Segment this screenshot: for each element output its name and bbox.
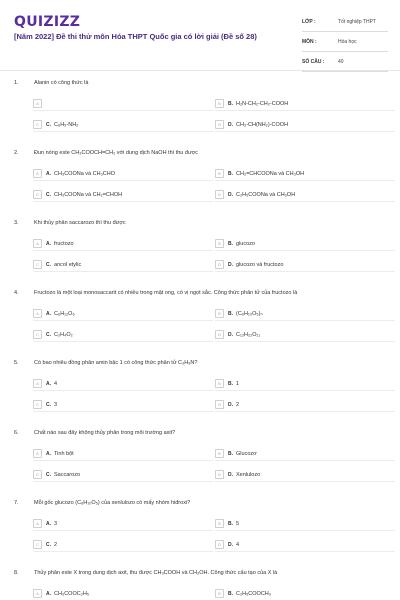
option-underline bbox=[215, 180, 395, 181]
option-underline bbox=[215, 530, 395, 531]
option-checkbox[interactable]: D bbox=[215, 540, 224, 549]
option-letter: C bbox=[46, 191, 50, 198]
option-letter: B bbox=[228, 590, 232, 597]
answer-option-d[interactable] bbox=[215, 328, 395, 341]
option-underline bbox=[215, 271, 395, 272]
answer-option-a[interactable] bbox=[33, 517, 213, 530]
option-letter-dot: . bbox=[231, 240, 234, 247]
meta-row-count bbox=[302, 52, 388, 72]
answer-option-d[interactable] bbox=[215, 398, 395, 411]
answer-option-c[interactable] bbox=[33, 188, 213, 201]
option-text: 4 bbox=[236, 541, 240, 548]
option-letter: D bbox=[228, 121, 232, 128]
option-underline bbox=[33, 551, 213, 552]
option-letter-dot: . bbox=[49, 310, 52, 317]
option-letter-dot: . bbox=[231, 100, 234, 107]
answer-option-b[interactable] bbox=[215, 587, 395, 600]
option-text: CH₃COOC₂H₅ bbox=[54, 590, 90, 597]
option-letter: A bbox=[46, 380, 50, 387]
option-underline bbox=[33, 390, 213, 391]
option-letter-dot: . bbox=[231, 590, 234, 597]
option-underline bbox=[215, 341, 395, 342]
option-letter-dot: . bbox=[49, 261, 52, 268]
question-number: 7. bbox=[14, 500, 19, 506]
answer-option-d[interactable] bbox=[215, 258, 395, 271]
question-number: 3. bbox=[14, 220, 19, 226]
option-text: Glucozơ bbox=[236, 450, 257, 457]
meta-label: MÔN : bbox=[302, 38, 317, 45]
meta-value: 40 bbox=[338, 58, 344, 65]
answer-option-c[interactable] bbox=[33, 538, 213, 551]
option-underline bbox=[33, 250, 213, 251]
option-letter-dot: . bbox=[49, 170, 52, 177]
option-letter-dot: . bbox=[49, 240, 52, 247]
option-text: Xenlulozo bbox=[236, 471, 261, 478]
answer-option-b[interactable] bbox=[215, 307, 395, 320]
option-text: CH₃COONa và CH₃CHO bbox=[54, 170, 116, 177]
option-letter-dot: . bbox=[49, 401, 52, 408]
option-text: 4 bbox=[54, 380, 58, 387]
option-letter-dot: . bbox=[231, 191, 234, 198]
option-letter-dot: . bbox=[231, 331, 234, 338]
option-checkbox[interactable]: C bbox=[33, 260, 42, 269]
option-text: Tinh bột bbox=[54, 450, 74, 457]
option-text: CH₃COONa và CH₂=CHOH bbox=[54, 191, 123, 198]
question-text: Chất nào sau đây không thủy phân trong môi trường axit? bbox=[34, 430, 176, 436]
quizizz-logo: QUIZIZZ bbox=[14, 14, 81, 30]
option-underline bbox=[215, 411, 395, 412]
question-text: Alanin có công thức là bbox=[34, 80, 89, 86]
option-checkbox[interactable]: C bbox=[33, 120, 42, 129]
option-letter-dot: . bbox=[49, 541, 52, 548]
option-letter: D bbox=[228, 261, 232, 268]
meta-row-subject bbox=[302, 32, 388, 52]
option-text: glucozo và fructozo bbox=[236, 261, 284, 268]
option-checkbox[interactable]: C bbox=[33, 540, 42, 549]
answer-option-a[interactable] bbox=[33, 167, 213, 180]
worksheet-title: [Năm 2022] Đề thi thử môn Hóa THPT Quốc gia có lời giải (Đề số 28) bbox=[14, 32, 257, 41]
option-text: CH₃-CH(NH₂)-COOH bbox=[236, 121, 289, 128]
option-letter-dot: . bbox=[49, 450, 52, 457]
worksheet-meta bbox=[302, 12, 388, 72]
option-checkbox[interactable]: A bbox=[33, 99, 42, 108]
option-letter: B bbox=[228, 380, 232, 387]
option-letter: C bbox=[46, 541, 50, 548]
option-text: C₂H₅COOCH₃ bbox=[236, 590, 272, 597]
option-letter-dot: . bbox=[49, 331, 52, 338]
option-checkbox[interactable]: A bbox=[33, 379, 42, 388]
option-text: 2 bbox=[54, 541, 58, 548]
question-text: Có bao nhiêu đồng phân amin bậc 1 có công thức phân tử C₃H₉N? bbox=[34, 360, 198, 366]
option-letter-dot: . bbox=[49, 191, 52, 198]
option-letter-dot: . bbox=[231, 380, 234, 387]
meta-row-class bbox=[302, 12, 388, 32]
question-number: 1. bbox=[14, 80, 19, 86]
option-letter: A bbox=[46, 590, 50, 597]
option-checkbox[interactable]: B bbox=[215, 519, 224, 528]
option-underline bbox=[215, 110, 395, 111]
option-letter-dot: . bbox=[231, 261, 234, 268]
option-letter: D bbox=[228, 541, 232, 548]
option-text: ancol etylic bbox=[54, 261, 82, 268]
question-text: Thủy phân este X trong dung dịch axit, thu được CH₃COOH và CH₃OH. Công thức cấu tạo của X là bbox=[34, 570, 278, 576]
option-checkbox[interactable]: D bbox=[215, 120, 224, 129]
option-letter: C bbox=[46, 331, 50, 338]
answer-option-c[interactable] bbox=[33, 398, 213, 411]
option-letter-dot: . bbox=[231, 541, 234, 548]
answer-option-d[interactable] bbox=[215, 468, 395, 481]
answer-option-b[interactable] bbox=[215, 517, 395, 530]
option-text: CH₂=CHCOONa và CH₃OH bbox=[236, 170, 305, 177]
option-underline bbox=[215, 390, 395, 391]
option-underline bbox=[33, 320, 213, 321]
option-letter: A bbox=[46, 450, 50, 457]
option-letter-dot: . bbox=[231, 310, 234, 317]
option-text: C₆H₁₂O₆ bbox=[54, 310, 75, 317]
option-checkbox[interactable]: A bbox=[33, 309, 42, 318]
option-underline bbox=[33, 131, 213, 132]
answer-option-c[interactable] bbox=[33, 118, 213, 131]
option-letter-dot: . bbox=[49, 121, 52, 128]
option-letter: D bbox=[228, 401, 232, 408]
option-underline bbox=[215, 551, 395, 552]
option-letter: B bbox=[228, 100, 232, 107]
option-checkbox[interactable]: A bbox=[33, 239, 42, 248]
option-underline bbox=[215, 320, 395, 321]
option-underline bbox=[33, 271, 213, 272]
option-letter-dot: . bbox=[49, 520, 52, 527]
answer-option-a[interactable] bbox=[33, 237, 213, 250]
option-underline bbox=[33, 180, 213, 181]
option-letter-dot: . bbox=[231, 450, 234, 457]
answer-option-a[interactable] bbox=[33, 447, 213, 460]
option-checkbox[interactable]: A bbox=[33, 519, 42, 528]
option-letter: C bbox=[46, 401, 50, 408]
option-text: 1 bbox=[236, 380, 240, 387]
option-letter: C bbox=[46, 471, 50, 478]
option-underline bbox=[33, 530, 213, 531]
option-text: 3 bbox=[54, 520, 58, 527]
answer-option-b[interactable] bbox=[215, 377, 395, 390]
option-underline bbox=[215, 201, 395, 202]
question-number: 4. bbox=[14, 290, 19, 296]
option-letter: A bbox=[46, 240, 50, 247]
option-underline bbox=[215, 460, 395, 461]
worksheet-header bbox=[0, 0, 400, 70]
option-underline bbox=[33, 411, 213, 412]
option-letter-dot: . bbox=[231, 121, 234, 128]
question-number: 2. bbox=[14, 150, 19, 156]
option-checkbox[interactable]: A bbox=[33, 589, 42, 598]
question-number: 6. bbox=[14, 430, 19, 436]
option-letter-dot: . bbox=[49, 471, 52, 478]
option-underline bbox=[33, 460, 213, 461]
option-underline bbox=[33, 110, 213, 111]
option-letter-dot: . bbox=[231, 401, 234, 408]
answer-option-c[interactable] bbox=[33, 258, 213, 271]
answer-option-a[interactable] bbox=[33, 587, 213, 600]
option-letter: B bbox=[228, 520, 232, 527]
option-letter: D bbox=[228, 331, 232, 338]
answer-option-d[interactable] bbox=[215, 118, 395, 131]
option-text: 5 bbox=[236, 520, 240, 527]
option-checkbox[interactable]: A bbox=[33, 449, 42, 458]
option-letter-dot: . bbox=[231, 471, 234, 478]
option-letter: A bbox=[46, 170, 50, 177]
question-number: 5. bbox=[14, 360, 19, 366]
option-text: 2 bbox=[236, 401, 240, 408]
answer-option-c[interactable] bbox=[33, 328, 213, 341]
option-checkbox[interactable]: B bbox=[215, 589, 224, 598]
option-checkbox[interactable]: B bbox=[215, 309, 224, 318]
option-letter: D bbox=[228, 471, 232, 478]
option-underline bbox=[215, 250, 395, 251]
option-letter: B bbox=[228, 450, 232, 457]
option-checkbox[interactable]: D bbox=[215, 260, 224, 269]
option-checkbox[interactable]: C bbox=[33, 470, 42, 479]
option-letter: B bbox=[228, 310, 232, 317]
answer-option-b[interactable] bbox=[215, 97, 395, 110]
meta-label: SỐ CÂU : bbox=[302, 58, 325, 65]
option-checkbox[interactable]: B bbox=[215, 99, 224, 108]
option-text: C₆H₅-NH₂ bbox=[54, 121, 79, 128]
option-letter-dot: . bbox=[49, 380, 52, 387]
option-letter: D bbox=[228, 191, 232, 198]
option-checkbox[interactable]: C bbox=[33, 190, 42, 199]
answer-option-b[interactable] bbox=[215, 167, 395, 180]
answer-option-d[interactable] bbox=[215, 188, 395, 201]
option-underline bbox=[33, 481, 213, 482]
option-checkbox[interactable]: B bbox=[215, 379, 224, 388]
question-number: 8. bbox=[14, 570, 19, 576]
option-letter-dot: . bbox=[231, 520, 234, 527]
header-divider bbox=[0, 70, 400, 71]
meta-label: LỚP : bbox=[302, 18, 316, 25]
option-letter-dot: . bbox=[231, 170, 234, 177]
option-text: C₂H₄O₂ bbox=[54, 331, 73, 338]
option-checkbox[interactable]: D bbox=[215, 190, 224, 199]
option-text: C₁₂H₂₂O₁₁ bbox=[236, 331, 261, 338]
option-checkbox[interactable]: D bbox=[215, 470, 224, 479]
answer-option-a[interactable] bbox=[33, 307, 213, 320]
option-letter: B bbox=[228, 170, 232, 177]
question-text: Mỗi gốc glucozo (C₆H₁₀O₅) của xenlulozo có mấy nhóm hiđroxi? bbox=[34, 500, 191, 506]
option-text: Saccarozo bbox=[54, 471, 81, 478]
option-letter: C bbox=[46, 261, 50, 268]
option-checkbox[interactable]: D bbox=[215, 400, 224, 409]
answer-option-c[interactable] bbox=[33, 468, 213, 481]
option-checkbox[interactable]: B bbox=[215, 239, 224, 248]
option-letter: B bbox=[228, 240, 232, 247]
option-checkbox[interactable]: C bbox=[33, 400, 42, 409]
option-checkbox[interactable]: A bbox=[33, 169, 42, 178]
option-underline bbox=[33, 201, 213, 202]
option-text: H₂N-CH₂-CH₂-COOH bbox=[236, 100, 289, 107]
option-text: C₂H₅COONa và CH₃OH bbox=[236, 191, 296, 198]
option-letter: A bbox=[46, 310, 50, 317]
meta-value: Tốt nghiệp THPT bbox=[338, 18, 376, 25]
question-text: Đun nóng este CH₃COOCH=CH₂ với dung dịch NaOH thì thu được bbox=[34, 150, 198, 156]
option-text: (C₆H₁₀O₅)ₙ bbox=[236, 310, 263, 317]
answer-option-a[interactable] bbox=[33, 97, 213, 110]
option-checkbox[interactable]: B bbox=[215, 169, 224, 178]
option-checkbox[interactable]: C bbox=[33, 330, 42, 339]
option-letter: A bbox=[46, 520, 50, 527]
option-checkbox[interactable]: B bbox=[215, 449, 224, 458]
answer-option-d[interactable] bbox=[215, 538, 395, 551]
option-checkbox[interactable]: D bbox=[215, 330, 224, 339]
option-letter: C bbox=[46, 121, 50, 128]
option-text: 3 bbox=[54, 401, 58, 408]
answer-option-a[interactable] bbox=[33, 377, 213, 390]
option-letter-dot: . bbox=[49, 590, 52, 597]
option-text: glucozo bbox=[236, 240, 255, 247]
meta-value: Hóa học bbox=[338, 38, 357, 45]
option-underline bbox=[215, 481, 395, 482]
option-text: fructozo bbox=[54, 240, 74, 247]
answer-option-b[interactable] bbox=[215, 447, 395, 460]
question-text: Khi thủy phân saccarozo thì thu được bbox=[34, 220, 126, 226]
question-text: Fructozo là một loại monosaccarit có nhiều trong mật ong, có vị ngọt sắc. Công thức phân tử của fructozo là bbox=[34, 290, 298, 296]
option-underline bbox=[33, 341, 213, 342]
option-underline bbox=[215, 131, 395, 132]
answer-option-b[interactable] bbox=[215, 237, 395, 250]
